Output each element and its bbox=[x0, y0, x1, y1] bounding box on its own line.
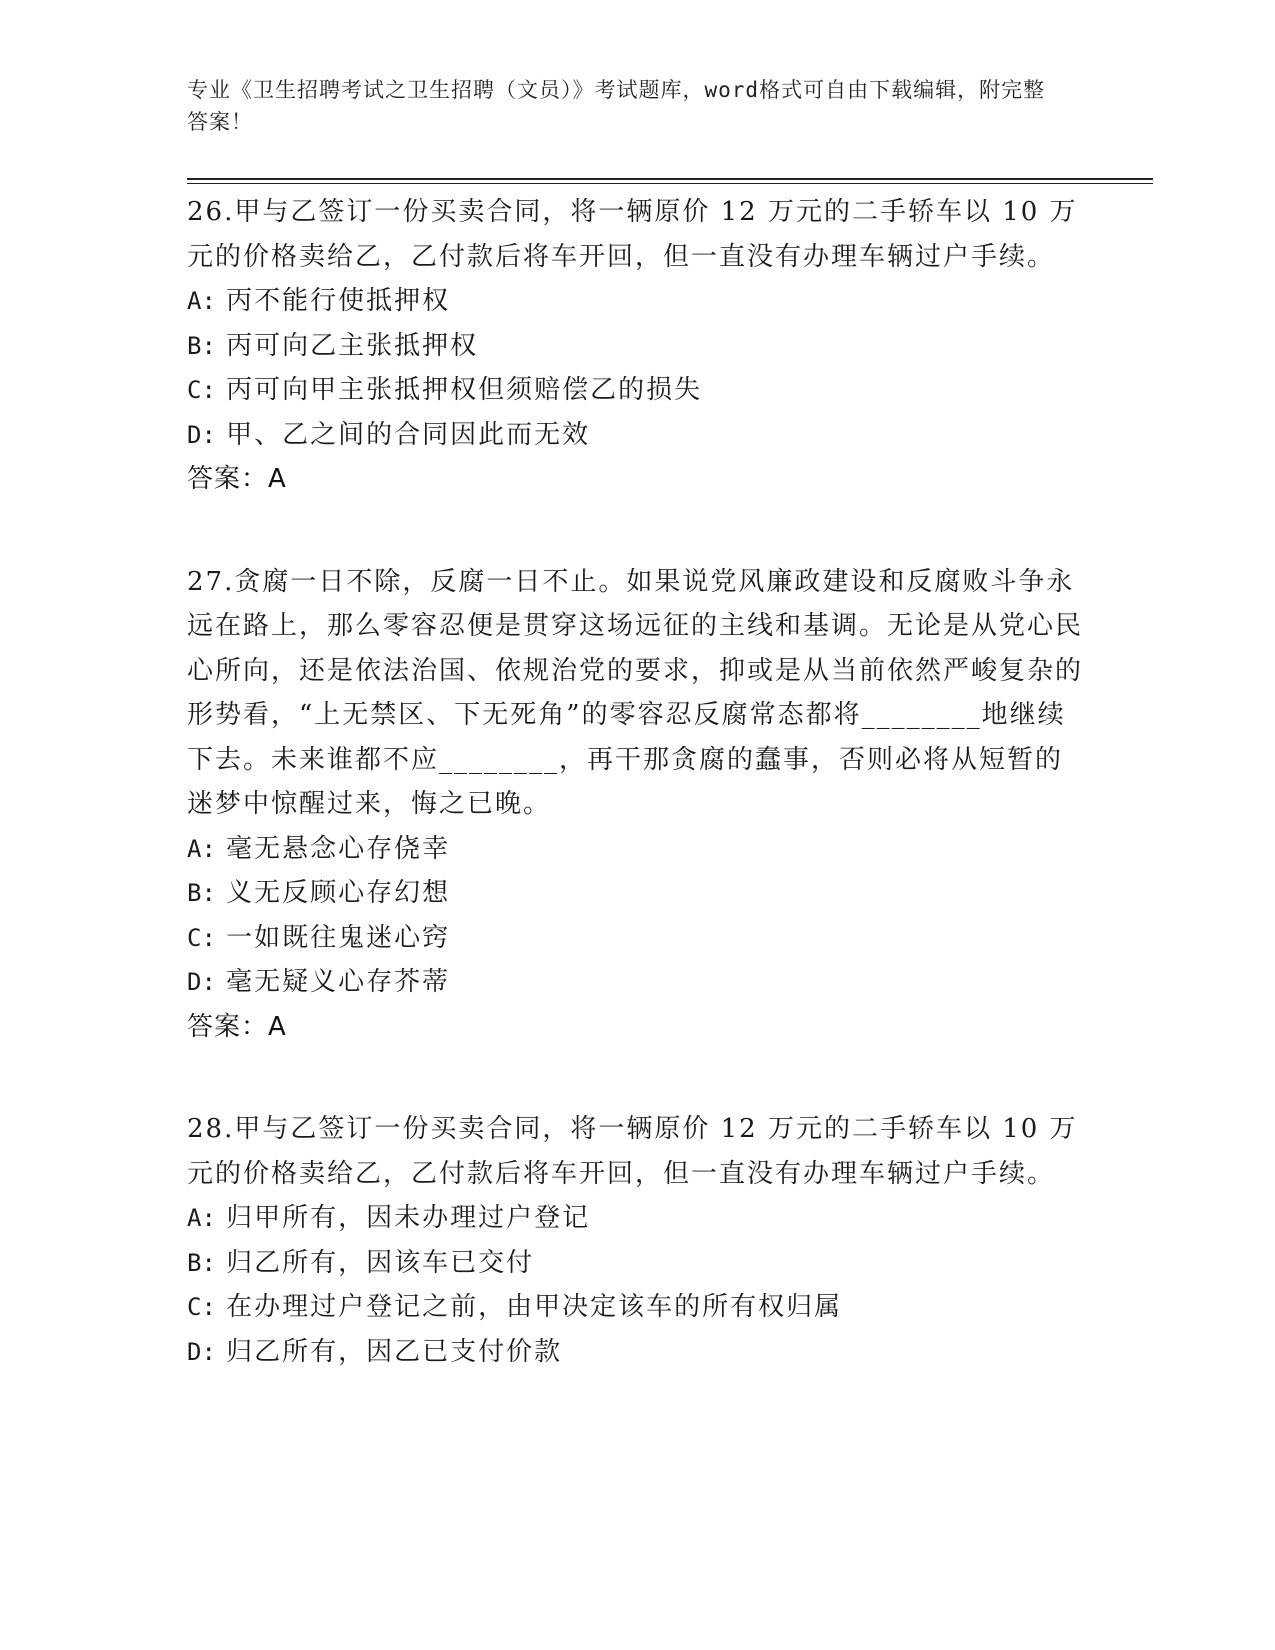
option-key: D: bbox=[187, 968, 216, 996]
header-divider bbox=[187, 178, 1153, 180]
option-text: 义无反顾心存幻想 bbox=[226, 878, 451, 908]
option-text: 归乙所有，因乙已支付价款 bbox=[226, 1336, 563, 1367]
option-key: A: bbox=[187, 834, 216, 863]
option-key: C: bbox=[187, 1293, 216, 1321]
option-key: A: bbox=[187, 1204, 216, 1232]
option-key: D: bbox=[187, 420, 216, 449]
question-26 bbox=[187, 190, 1087, 502]
option-b bbox=[187, 871, 1087, 916]
question-27 bbox=[187, 560, 1087, 1050]
option-c bbox=[187, 368, 1087, 413]
option-key: C: bbox=[187, 923, 216, 952]
option-a bbox=[187, 1196, 1087, 1241]
answer-label: 答案：A bbox=[187, 464, 287, 494]
option-text: 在办理过户登记之前，由甲决定该车的所有权归属 bbox=[226, 1292, 843, 1322]
option-text: 归乙所有，因该车已交付 bbox=[226, 1247, 535, 1278]
option-d bbox=[187, 413, 1087, 458]
option-key: C: bbox=[187, 376, 216, 404]
answer-label: 答案：A bbox=[187, 1011, 287, 1042]
option-text: 丙可向乙主张抵押权 bbox=[226, 330, 479, 361]
question-stem: 26.甲与乙签订一份买卖合同，将一辆原价 12 万元的二手轿车以 10 万元的价格卖给乙，乙付款后将车开回，但一直没有办理车辆过户手续。 bbox=[187, 197, 1078, 272]
question-list bbox=[187, 190, 1087, 1374]
option-text: 毫无悬念心存侥幸 bbox=[226, 833, 451, 864]
question-stem: 27.贪腐一日不除，反腐一日不止。如果说党风廉政建设和反腐败斗争永远在路上，那么零容忍便是贯穿这场远征的主线和基调。无论是从党心民心所向，还是依法治国、依规治党的要求，抑或是从当前依然严峻复杂的形势看，“上无禁区、下无死角”的零容忍反腐常态都将________地继续下去。未来谁都不应________，再干那贪腐的蠢事，否则必将从短暂的迷梦中惊醒过来，悔之已晚。 bbox=[187, 566, 1084, 819]
document-header: 专业《卫生招聘考试之卫生招聘（文员）》考试题库，word格式可自由下载编辑，附完整答案！ bbox=[187, 78, 1046, 134]
option-c bbox=[187, 1285, 1087, 1330]
question-stem: 28.甲与乙签订一份买卖合同，将一辆原价 12 万元的二手轿车以 10 万元的价格卖给乙，乙付款后将车开回，但一直没有办理车辆过户手续。 bbox=[187, 1114, 1078, 1189]
option-key: B: bbox=[187, 331, 216, 360]
option-text: 丙不能行使抵押权 bbox=[226, 286, 451, 316]
option-key: B: bbox=[187, 1248, 216, 1277]
option-text: 毫无疑义心存芥蒂 bbox=[226, 967, 451, 997]
option-key: B: bbox=[187, 879, 216, 907]
option-a bbox=[187, 279, 1087, 324]
option-key: A: bbox=[187, 287, 216, 315]
option-text: 一如既往鬼迷心窍 bbox=[226, 922, 451, 953]
option-d bbox=[187, 1330, 1087, 1375]
option-text: 归甲所有，因未办理过户登记 bbox=[226, 1203, 591, 1233]
option-c bbox=[187, 916, 1087, 961]
header-divider-thin bbox=[187, 183, 1153, 184]
option-b bbox=[187, 324, 1087, 369]
option-d bbox=[187, 960, 1087, 1005]
option-a bbox=[187, 827, 1087, 872]
option-key: D: bbox=[187, 1337, 216, 1366]
option-text: 甲、乙之间的合同因此而无效 bbox=[226, 419, 591, 450]
option-text: 丙可向甲主张抵押权但须赔偿乙的损失 bbox=[226, 375, 703, 405]
option-b bbox=[187, 1241, 1087, 1286]
question-28 bbox=[187, 1107, 1087, 1374]
